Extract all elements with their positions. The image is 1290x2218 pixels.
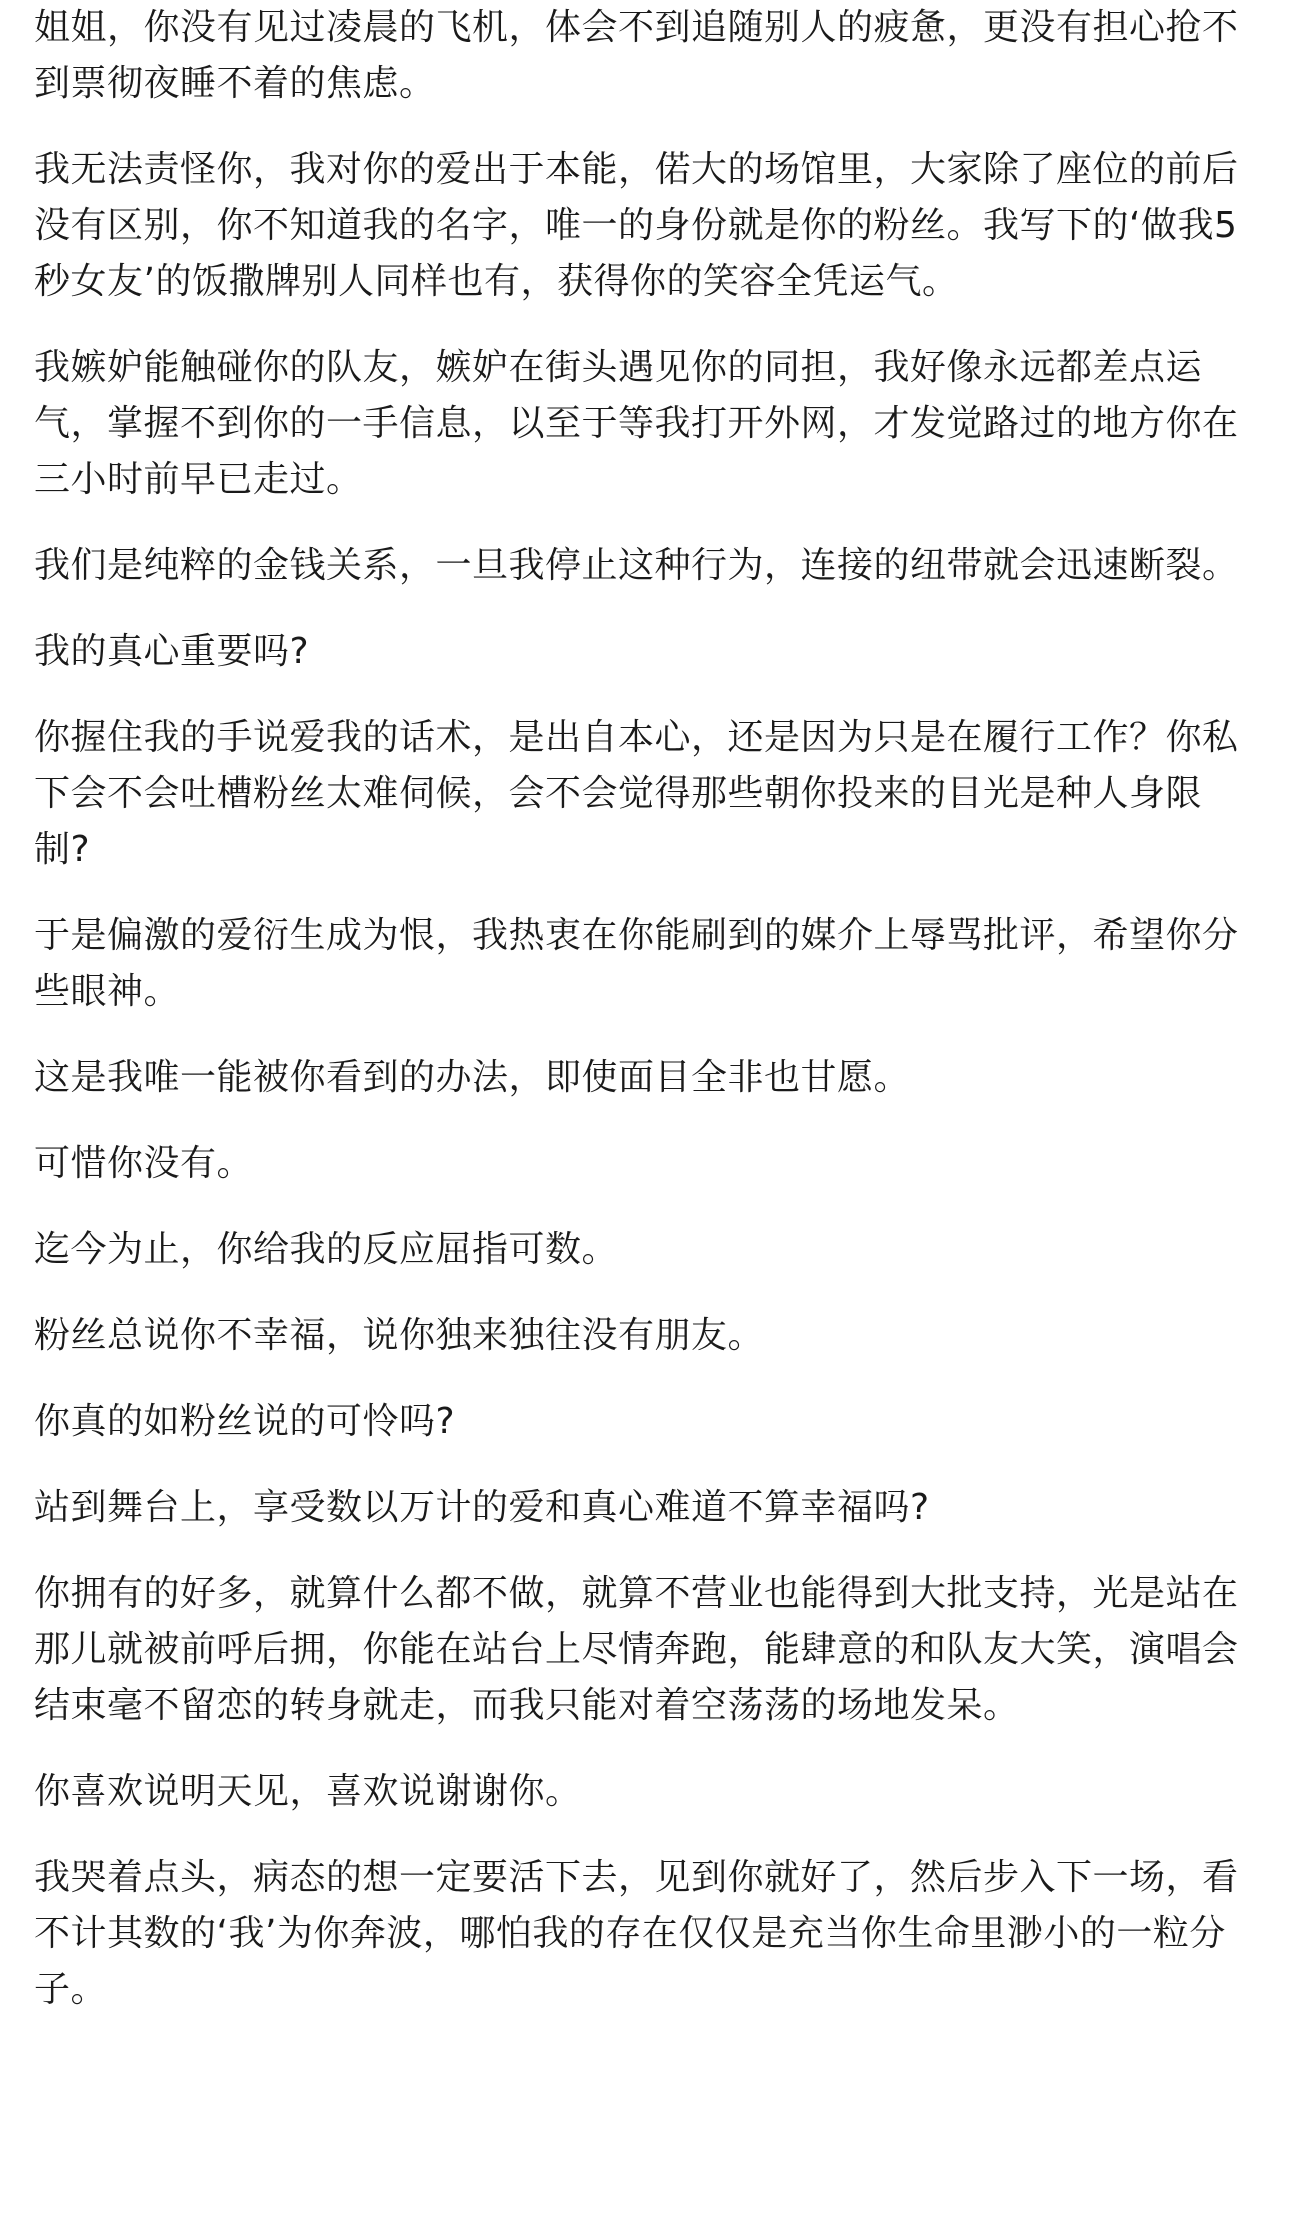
paragraph-7: 于是偏激的爱衍生成为恨，我热衷在你能刷到的媒介上辱骂批评，希望你分些眼神。	[34, 915, 1239, 1012]
paragraph-8: 这是我唯一能被你看到的办法，即使面目全非也甘愿。	[34, 1057, 911, 1098]
paragraph-16: 我哭着点头，病态的想一定要活下去，见到你就好了，然后步入下一场，看不计其数的‘我’为你奔波，哪怕我的存在仅仅是充当你生命里渺小的一粒分子。	[34, 1857, 1239, 2010]
paragraph-5: 我的真心重要吗?	[34, 631, 310, 672]
paragraph-10: 迄今为止，你给我的反应屈指可数。	[34, 1229, 619, 1270]
paragraph-13: 站到舞台上，享受数以万计的爱和真心难道不算幸福吗?	[34, 1487, 930, 1528]
paragraph-2: 我无法责怪你，我对你的爱出于本能，偌大的场馆里，大家除了座位的前后没有区别，你不知道我的名字，唯一的身份就是你的粉丝。我写下的‘做我5秒女友’的饭撒牌别人同样也有，获得你的笑容全凭运气。	[34, 149, 1239, 302]
paragraph-1: 姐姐，你没有见过凌晨的飞机，体会不到追随别人的疲惫，更没有担心抢不到票彻夜睡不着的焦虑。	[34, 7, 1239, 104]
paragraph-6: 你握住我的手说爱我的话术，是出自本心，还是因为只是在履行工作？你私下会不会吐槽粉丝太难伺候，会不会觉得那些朝你投来的目光是种人身限制?	[34, 717, 1239, 870]
paragraph-14: 你拥有的好多，就算什么都不做，就算不营业也能得到大批支持，光是站在那儿就被前呼后拥，你能在站台上尽情奔跑，能肆意的和队友大笑，演唱会结束毫不留恋的转身就走，而我只能对着空荡荡的场地发呆。	[34, 1573, 1239, 1726]
paragraph-15: 你喜欢说明天见，喜欢说谢谢你。	[34, 1771, 582, 1812]
paragraph-3: 我嫉妒能触碰你的队友，嫉妒在街头遇见你的同担，我好像永远都差点运气，掌握不到你的一手信息，以至于等我打开外网，才发觉路过的地方你在三小时前早已走过。	[34, 347, 1239, 500]
paragraph-12: 你真的如粉丝说的可怜吗?	[34, 1401, 456, 1442]
paragraph-11: 粉丝总说你不幸福，说你独来独往没有朋友。	[34, 1315, 765, 1356]
paragraph-4: 我们是纯粹的金钱关系，一旦我停止这种行为，连接的纽带就会迅速断裂。	[34, 545, 1239, 586]
paragraph-9: 可惜你没有。	[34, 1143, 254, 1184]
article-body	[34, 0, 1256, 2048]
